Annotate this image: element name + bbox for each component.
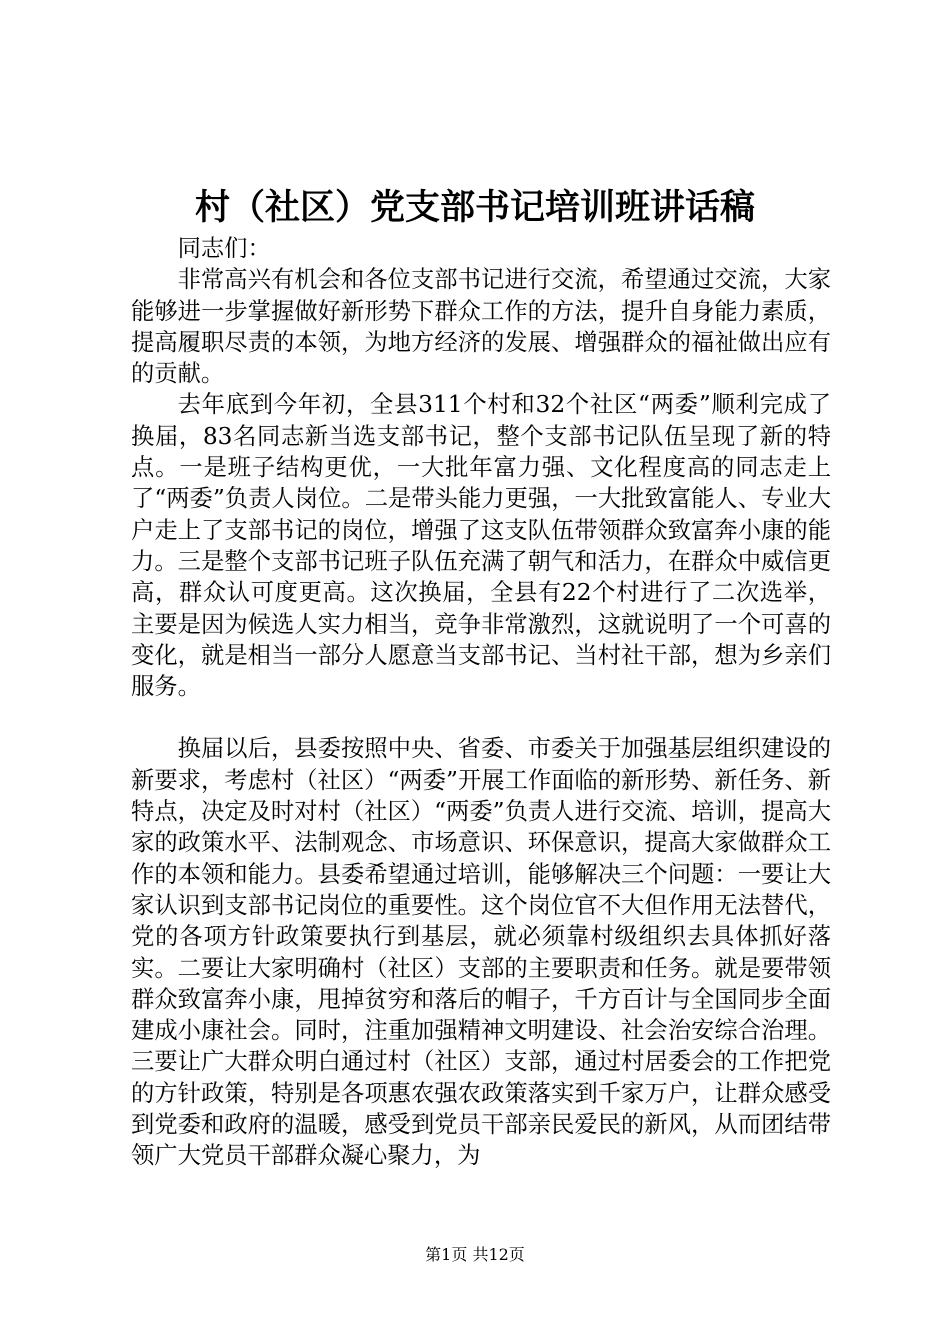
body-paragraph: 非常高兴有机会和各位支部书记进行交流，希望通过交流，大家能够进一步掌握做好新形势下群众工作的方法，提升自身能力素质，提高履职尽责的本领，为地方经济的发展、增强群众的福祉做出应有的贡献。 <box>131 266 831 388</box>
document-title: 村（社区）党支部书记培训班讲话稿 <box>194 187 755 228</box>
body-paragraph: 去年底到今年初，全县311个村和32个社区“两委”顺利完成了换届，83名同志新当选支部书记，整个支部书记队伍呈现了新的特点。一是班子结构更优，一大批年富力强、文化程度高的同志走上了“两委”负责人岗位。二是带头能力更强，一大批致富能人、专业大户走上了支部书记的岗位，增强了这支队伍带领群众致富奔小康的能力。三是整个支部书记班子队伍充满了朝气和活力，在群众中威信更高，群众认可度更高。这次换届，全县有22个村进行了二次选举，主要是因为候选人实力相当，竞争非常激烈，这就说明了一个可喜的变化，就是相当一部分人愿意当支部书记、当村社干部，想为乡亲们服务。 <box>131 391 831 701</box>
body-paragraph: 换届以后，县委按照中央、省委、市委关于加强基层组织建设的新要求，考虑村（社区）“两委”开展工作面临的新形势、新任务、新特点，决定及时对村（社区）“两委”负责人进行交流、培训，提高大家的政策水平、法制观念、市场意识、环保意识，提高大家做群众工作的本领和能力。县委希望通过培训，能够解决三个问题：一要让大家认识到支部书记岗位的重要性。这个岗位官不大但作用无法替代，党的各项方针政策要执行到基层，就必须靠村级组织去具体抓好落实。二要让大家明确村（社区）支部的主要职责和任务。就是要带领群众致富奔小康，甩掉贫穷和落后的帽子，千方百计与全国同步全面建成小康社会。同时，注重加强精神文明建设、社会治安综合治理。三要让广大群众明白通过村（社区）支部，通过村居委会的工作把党的方针政策，特别是各项惠农强农政策落实到千家万户，让群众感受到党委和政府的温暖，感受到党员干部亲民爱民的新风，从而团结带领广大党员干部群众凝心聚力，为 <box>131 735 831 1170</box>
salutation-paragraph: 同志们： <box>177 235 271 262</box>
page-footer: 第1页 共12页 <box>425 1245 525 1264</box>
document-body <box>131 233 831 1172</box>
